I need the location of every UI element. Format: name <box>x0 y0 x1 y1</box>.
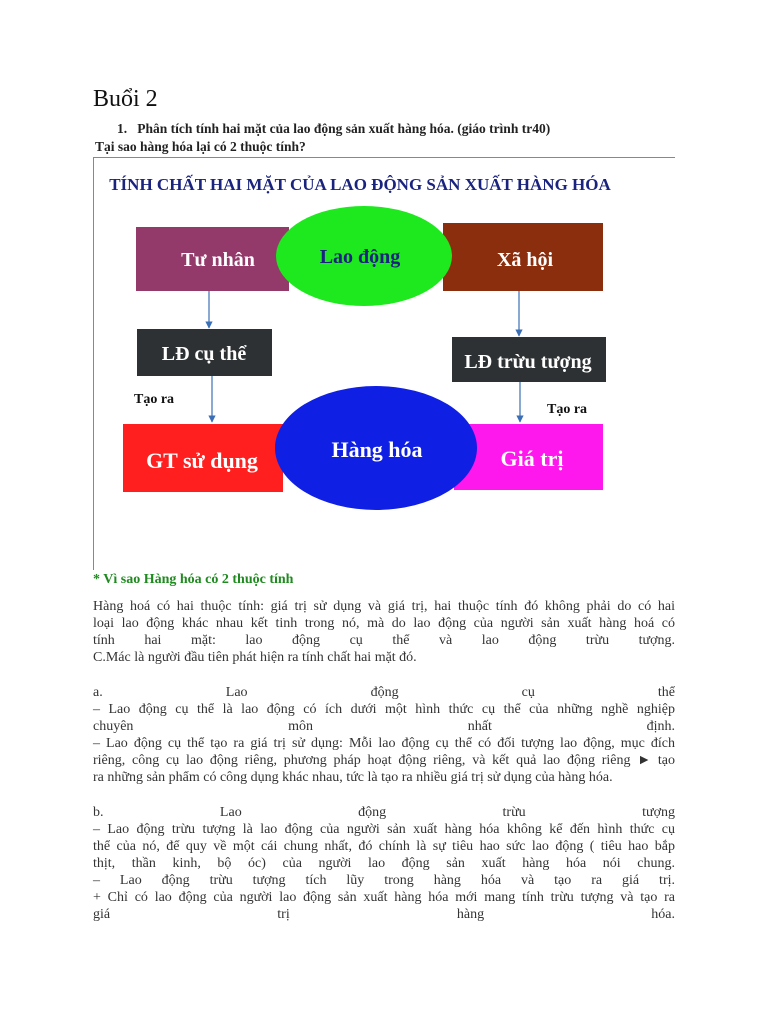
text-line: giá trị hàng hóa. <box>93 907 675 922</box>
text-line: Hàng hoá có hai thuộc tính: giá trị sử dụng và giá trị, hai thuộc tính đó không phải do có hai <box>93 599 675 614</box>
text-line: thịt, thần kinh, bộ óc) của người lao động sản xuất hàng hóa nói chung. <box>93 856 675 871</box>
abstract-labor-paragraph <box>93 804 675 923</box>
private-label: Tư nhân <box>181 249 255 271</box>
question-1-number: 1. <box>117 121 128 136</box>
text-line: C.Mác là người đầu tiên phát hiện ra tính chất hai mặt đó. <box>93 650 417 665</box>
concrete-labor-paragraph <box>93 684 675 786</box>
text-line: – Lao động cụ thể là lao động có ích dưới một hình thức cụ thể của những nghề nghiệp <box>93 702 675 717</box>
section-heading: * Vì sao Hàng hóa có 2 thuộc tính <box>93 572 294 587</box>
diagram-title: TÍNH CHẤT HAI MẶT CỦA LAO ĐỘNG SẢN XUẤT HÀNG HÓA <box>109 175 611 194</box>
text-line: ra những sản phẩm có công dụng khác nhau, tức là tạo ra nhiều giá trị sử dụng của hàng hóa. <box>93 770 613 785</box>
text-line: chuyên môn nhất định. <box>93 719 675 734</box>
text-line: thể của nó, để quy về một cái chung nhất, đó chính là sự tiêu hao sức lao động ( tiêu hao bắp <box>93 839 675 854</box>
concrete-labor-label: LĐ cụ thể <box>161 343 247 365</box>
text-line: – Lao động cụ thể tạo ra giá trị sử dụng: Mỗi lao động cụ thể có đối tượng lao động, mục đích <box>93 736 675 751</box>
text-line: loại lao động khác nhau kết tinh trong nó, mà do lao động của người sản xuất hàng hoá có <box>93 616 675 631</box>
text-line: – Lao động trừu tượng là lao động của người sản xuất hàng hóa không kể đến hình thức cụ <box>93 822 675 837</box>
page-title: Buổi 2 <box>93 86 158 112</box>
use-value-label: GT sử dụng <box>146 448 258 473</box>
value-label: Giá trị <box>500 446 564 471</box>
labor-label: Lao động <box>319 246 401 268</box>
labor-diagram <box>94 158 674 568</box>
intro-paragraph <box>93 598 675 666</box>
text-line: + Chỉ có lao động của người lao động sản xuất hàng hóa mới mang tính trừu tượng và tạo ra <box>93 890 675 905</box>
text-line: – Lao động trừu tượng tích lũy trong hàng hóa và tạo ra giá trị. <box>93 873 675 888</box>
text-line: a. Lao động cụ thể <box>93 685 675 700</box>
abstract-labor-label: LĐ trừu tượng <box>464 351 592 373</box>
text-line: b. Lao động trừu tượng <box>93 805 675 820</box>
question-1-text: Phân tích tính hai mặt của lao động sản xuất hàng hóa. (giáo trình tr40) <box>137 121 551 136</box>
create-left-label: Tạo ra <box>134 392 175 407</box>
text-line: tính hai mặt: lao động cụ thể và lao động trừu tượng. <box>93 633 675 648</box>
question-1 <box>117 121 550 137</box>
create-right-label: Tạo ra <box>547 402 588 417</box>
social-label: Xã hội <box>496 249 554 271</box>
question-2: Tại sao hàng hóa lại có 2 thuộc tính? <box>95 139 306 154</box>
text-line: riêng, công cụ lao động riêng, phương pháp hoạt động riêng, và kết quả lao động riêng ► tạo <box>93 753 675 768</box>
goods-label: Hàng hóa <box>331 437 423 462</box>
